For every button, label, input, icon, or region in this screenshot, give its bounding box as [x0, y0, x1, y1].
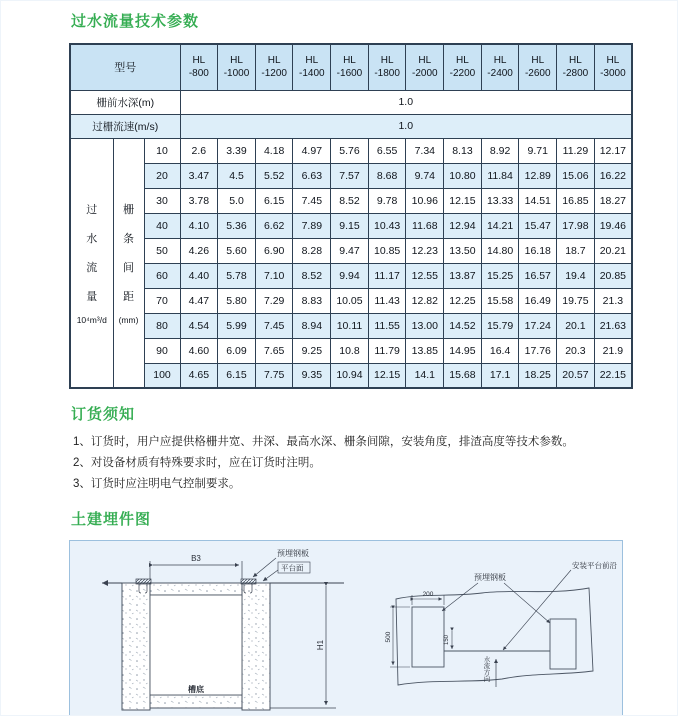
flow-value-cell: 20.1: [557, 313, 595, 338]
flow-value-cell: 13.33: [481, 188, 519, 213]
flow-value-cell: 16.85: [557, 188, 595, 213]
flow-value-cell: 7.65: [255, 338, 293, 363]
dimension-500: [390, 607, 410, 667]
flow-value-cell: 11.79: [368, 338, 406, 363]
dimension-b3: [150, 561, 242, 579]
flow-value-cell: 12.25: [444, 288, 482, 313]
flow-value-cell: 11.84: [481, 163, 519, 188]
model-column-header: HL -1400: [293, 44, 331, 90]
flow-value-cell: 6.62: [255, 213, 293, 238]
flow-data-row: [70, 188, 632, 213]
velocity-row: [70, 114, 632, 138]
flow-value-cell: 17.76: [519, 338, 557, 363]
depth-row: [70, 90, 632, 114]
model-column-header: HL -1600: [331, 44, 369, 90]
flow-value-cell: 13.85: [406, 338, 444, 363]
flow-value-cell: 4.47: [180, 288, 218, 313]
flow-value-cell: 12.15: [444, 188, 482, 213]
flow-value-cell: 4.97: [293, 138, 331, 163]
flow-value-cell: 5.76: [331, 138, 369, 163]
flow-params-table: [69, 43, 633, 389]
embedded-plate-label: 预埋钢板: [277, 549, 309, 558]
channel-cross-section-diagram: [92, 545, 382, 715]
flow-value-cell: 7.45: [293, 188, 331, 213]
flow-value-cell: 9.25: [293, 338, 331, 363]
embedded-plate-label: 预埋钢板: [474, 573, 506, 582]
flow-value-cell: 4.40: [180, 263, 218, 288]
flow-direction-label: 水流方向: [482, 656, 490, 682]
bar-spacing-label: 栅 条 间 距 (mm): [113, 138, 144, 388]
flow-value-cell: 4.10: [180, 213, 218, 238]
flow-value-cell: 18.25: [519, 363, 557, 388]
platform-surface-label: 平台面: [281, 563, 304, 573]
bar-spacing-value: 90: [144, 338, 180, 363]
model-column-header: HL -1800: [368, 44, 406, 90]
flow-value-cell: 10.85: [368, 238, 406, 263]
flow-data-row: [70, 213, 632, 238]
flow-value-cell: 16.57: [519, 263, 557, 288]
velocity-value: 1.0: [180, 114, 632, 138]
flow-volume-label: 过 水 流 量 10⁴m³/d: [70, 138, 113, 388]
flow-value-cell: 10.94: [331, 363, 369, 388]
flow-value-cell: 19.4: [557, 263, 595, 288]
flow-value-cell: 15.06: [557, 163, 595, 188]
flow-value-cell: 14.21: [481, 213, 519, 238]
bar-spacing-value: 60: [144, 263, 180, 288]
flow-value-cell: 7.45: [255, 313, 293, 338]
section-title-flow-params: 过水流量技术参数: [71, 13, 200, 30]
section-title-order-notes: 订货须知: [71, 406, 136, 423]
flow-value-cell: 16.4: [481, 338, 519, 363]
flow-value-cell: 10.96: [406, 188, 444, 213]
flow-value-cell: 8.52: [293, 263, 331, 288]
bar-spacing-value: 50: [144, 238, 180, 263]
model-column-header: HL -2400: [481, 44, 519, 90]
order-notes-list: [73, 432, 677, 495]
flow-value-cell: 6.15: [218, 363, 256, 388]
flow-value-cell: 14.95: [444, 338, 482, 363]
flow-data-row: [70, 313, 632, 338]
order-note-item: 1、订货时，用户应提供格栅井宽、井深、最高水深、栅条间隙，安装角度，排渣高度等技术参数。: [73, 436, 574, 448]
flow-value-cell: 16.49: [519, 288, 557, 313]
plan-outline: [396, 588, 593, 685]
flow-value-cell: 5.99: [218, 313, 256, 338]
flow-value-cell: 11.17: [368, 263, 406, 288]
flow-value-cell: 15.47: [519, 213, 557, 238]
flow-value-cell: 12.15: [368, 363, 406, 388]
flow-value-cell: 13.00: [406, 313, 444, 338]
flow-value-cell: 22.15: [594, 363, 632, 388]
flow-value-cell: 6.15: [255, 188, 293, 213]
channel-bottom-label: 槽底: [188, 685, 204, 694]
flow-value-cell: 3.39: [218, 138, 256, 163]
dim-500-text: 500: [385, 631, 392, 643]
flow-value-cell: 17.24: [519, 313, 557, 338]
flow-value-cell: 5.60: [218, 238, 256, 263]
flow-value-cell: 7.34: [406, 138, 444, 163]
flow-value-cell: 11.43: [368, 288, 406, 313]
flow-value-cell: 6.09: [218, 338, 256, 363]
velocity-label: 过栅流速(m/s): [70, 114, 180, 138]
flow-value-cell: 9.35: [293, 363, 331, 388]
flow-value-cell: 6.63: [293, 163, 331, 188]
bar-spacing-value: 40: [144, 213, 180, 238]
flow-data-row: [70, 263, 632, 288]
flow-value-cell: 4.65: [180, 363, 218, 388]
bar-spacing-value: 80: [144, 313, 180, 338]
flow-value-cell: 17.1: [481, 363, 519, 388]
flow-value-cell: 15.79: [481, 313, 519, 338]
depth-value: 1.0: [180, 90, 632, 114]
flow-value-cell: 11.29: [557, 138, 595, 163]
flow-value-cell: 4.60: [180, 338, 218, 363]
flow-value-cell: 17.98: [557, 213, 595, 238]
model-column-header: HL -2200: [444, 44, 482, 90]
flow-value-cell: 14.51: [519, 188, 557, 213]
flow-value-cell: 9.47: [331, 238, 369, 263]
flow-value-cell: 9.78: [368, 188, 406, 213]
model-column-header: HL -3000: [594, 44, 632, 90]
flow-data-row: [70, 338, 632, 363]
flow-value-cell: 12.94: [444, 213, 482, 238]
flow-value-cell: 8.83: [293, 288, 331, 313]
flow-value-cell: 6.90: [255, 238, 293, 263]
flow-value-cell: 8.94: [293, 313, 331, 338]
model-label-cell: 型号: [70, 44, 180, 90]
flow-value-cell: 3.78: [180, 188, 218, 213]
order-note-item: 3、订货时应注明电气控制要求。: [73, 478, 241, 490]
flow-value-cell: 8.28: [293, 238, 331, 263]
flow-value-cell: 3.47: [180, 163, 218, 188]
flow-value-cell: 9.15: [331, 213, 369, 238]
flow-value-cell: 21.9: [594, 338, 632, 363]
flow-value-cell: 21.63: [594, 313, 632, 338]
embedded-plate-plan-diagram: [382, 555, 622, 710]
left-embedded-plate: [412, 607, 444, 667]
flow-value-cell: 5.52: [255, 163, 293, 188]
flow-value-cell: 6.55: [368, 138, 406, 163]
flow-value-cell: 13.87: [444, 263, 482, 288]
flow-value-cell: 20.3: [557, 338, 595, 363]
flow-value-cell: 7.75: [255, 363, 293, 388]
flow-value-cell: 8.52: [331, 188, 369, 213]
flow-value-cell: 4.54: [180, 313, 218, 338]
flow-data-row: [70, 138, 632, 163]
order-note-item: 2、对设备材质有特殊要求时，应在订货时注明。: [73, 457, 321, 469]
dim-150-text: 150: [444, 634, 450, 646]
depth-label: 栅前水深(m): [70, 90, 180, 114]
flow-value-cell: 4.26: [180, 238, 218, 263]
flow-value-cell: 12.23: [406, 238, 444, 263]
flow-value-cell: 11.68: [406, 213, 444, 238]
flow-value-cell: 10.8: [331, 338, 369, 363]
flow-data-row: [70, 288, 632, 313]
flow-value-cell: 10.43: [368, 213, 406, 238]
bar-spacing-value: 100: [144, 363, 180, 388]
flow-value-cell: 2.6: [180, 138, 218, 163]
flow-value-cell: 8.13: [444, 138, 482, 163]
bar-spacing-value: 10: [144, 138, 180, 163]
flow-data-row: [70, 363, 632, 388]
model-column-header: HL -1200: [255, 44, 293, 90]
flow-value-cell: 10.80: [444, 163, 482, 188]
flow-value-cell: 5.0: [218, 188, 256, 213]
dim-200-text: 200: [422, 591, 434, 598]
flow-value-cell: 15.58: [481, 288, 519, 313]
flow-value-cell: 13.50: [444, 238, 482, 263]
flow-data-row: [70, 238, 632, 263]
flow-value-cell: 5.80: [218, 288, 256, 313]
dimension-h1: [270, 586, 336, 708]
flow-value-cell: 10.11: [331, 313, 369, 338]
flow-value-cell: 7.89: [293, 213, 331, 238]
flow-value-cell: 16.18: [519, 238, 557, 263]
flow-value-cell: 4.5: [218, 163, 256, 188]
flow-value-cell: 19.75: [557, 288, 595, 313]
flow-table-body: [70, 44, 632, 388]
flow-value-cell: 20.21: [594, 238, 632, 263]
model-column-header: HL -2800: [557, 44, 595, 90]
section-title-civil-diagram: 土建埋件图: [71, 511, 152, 528]
flow-value-cell: 8.92: [481, 138, 519, 163]
platform-front-label: 安装平台前沿: [572, 561, 617, 570]
flow-value-cell: 5.78: [218, 263, 256, 288]
bar-spacing-value: 70: [144, 288, 180, 313]
flow-value-cell: 18.7: [557, 238, 595, 263]
flow-value-cell: 15.25: [481, 263, 519, 288]
flow-value-cell: 14.1: [406, 363, 444, 388]
flow-value-cell: 19.46: [594, 213, 632, 238]
flow-value-cell: 11.55: [368, 313, 406, 338]
flow-value-cell: 15.68: [444, 363, 482, 388]
model-header-row: [70, 44, 632, 90]
flow-table-wrapper: [69, 43, 677, 389]
flow-value-cell: 16.22: [594, 163, 632, 188]
bar-spacing-value: 30: [144, 188, 180, 213]
flow-value-cell: 5.36: [218, 213, 256, 238]
civil-diagram-panel: [69, 540, 623, 716]
flow-value-cell: 20.57: [557, 363, 595, 388]
dim-h1-text: H1: [316, 639, 325, 651]
flow-value-cell: 9.74: [406, 163, 444, 188]
flow-value-cell: 7.10: [255, 263, 293, 288]
flow-value-cell: 7.29: [255, 288, 293, 313]
flow-value-cell: 12.55: [406, 263, 444, 288]
right-embedded-plate: [550, 619, 576, 669]
flow-value-cell: 18.27: [594, 188, 632, 213]
flow-value-cell: 12.17: [594, 138, 632, 163]
flow-value-cell: 8.68: [368, 163, 406, 188]
flow-value-cell: 14.80: [481, 238, 519, 263]
flow-value-cell: 12.82: [406, 288, 444, 313]
flow-value-cell: 20.85: [594, 263, 632, 288]
model-column-header: HL -2000: [406, 44, 444, 90]
dim-b3-text: B3: [191, 554, 201, 563]
flow-data-row: [70, 163, 632, 188]
model-column-header: HL -2600: [519, 44, 557, 90]
flow-value-cell: 4.18: [255, 138, 293, 163]
model-column-header: HL -800: [180, 44, 218, 90]
model-column-header: HL -1000: [218, 44, 256, 90]
bar-spacing-value: 20: [144, 163, 180, 188]
flow-value-cell: 7.57: [331, 163, 369, 188]
flow-value-cell: 12.89: [519, 163, 557, 188]
flow-value-cell: 21.3: [594, 288, 632, 313]
flow-value-cell: 10.05: [331, 288, 369, 313]
flow-value-cell: 9.71: [519, 138, 557, 163]
flow-value-cell: 14.52: [444, 313, 482, 338]
flow-value-cell: 9.94: [331, 263, 369, 288]
